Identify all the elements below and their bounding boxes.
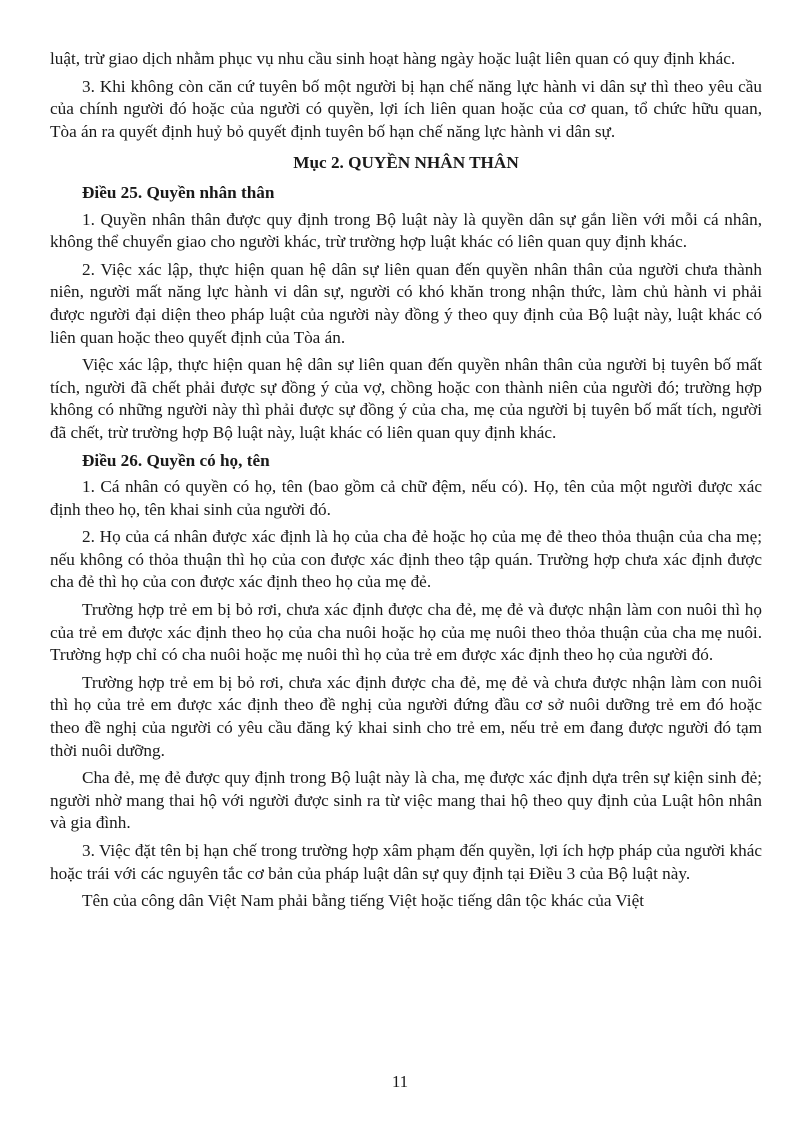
paragraph: 1. Cá nhân có quyền có họ, tên (bao gồm cả chữ đệm, nếu có). Họ, tên của một người được xác định theo họ, tên khai sinh của người đó.: [50, 477, 762, 519]
paragraph: Cha đẻ, mẹ đẻ được quy định trong Bộ luật này là cha, mẹ được xác định dựa trên sự kiện sinh đẻ; người nhờ mang thai hộ với người được sinh ra từ việc mang thai hộ theo quy định của Luật hôn nhân và gia đình.: [50, 768, 762, 833]
paragraph: Trường hợp trẻ em bị bỏ rơi, chưa xác định được cha đẻ, mẹ đẻ và chưa được nhận làm con nuôi thì họ của trẻ em được xác định theo đề nghị của người đứng đầu cơ sở nuôi dưỡng trẻ em đó hoặc theo đề nghị của người có yêu cầu đăng ký khai sinh cho trẻ em, nếu trẻ em đang được người đó tạm thời nuôi dưỡng.: [50, 672, 762, 760]
paragraph: 3. Khi không còn căn cứ tuyên bố một người bị hạn chế năng lực hành vi dân sự thì theo yêu cầu của chính người đó hoặc của người có quyền, lợi ích liên quan hoặc của cơ quan, tổ chức hữu quan, Tòa án ra quyết định huỷ bỏ quyết định tuyên bố hạn chế năng lực hành vi dân sự.: [50, 76, 762, 141]
paragraph: 1. Quyền nhân thân được quy định trong Bộ luật này là quyền dân sự gắn liền với mỗi cá nhân, không thể chuyển giao cho người khác, trừ trường hợp luật khác có liên quan quy định khác.: [50, 209, 762, 252]
paragraph: Tên của công dân Việt Nam phải bằng tiếng Việt hoặc tiếng dân tộc khác của Việt: [82, 891, 644, 911]
paragraph: Việc xác lập, thực hiện quan hệ dân sự liên quan đến quyền nhân thân của người bị tuyên bố mất tích, người đã chết phải được sự đồng ý của vợ, chồng hoặc con thành niên của người đó; trường hợp không có những người này thì phải được sự đồng ý của cha, mẹ của người bị tuyên bố mất tích, người đã chết, trừ trường hợp Bộ luật này, luật khác có liên quan quy định khác.: [50, 355, 762, 442]
paragraph: Trường hợp trẻ em bị bỏ rơi, chưa xác định được cha đẻ, mẹ đẻ và được nhận làm con nuôi thì họ của trẻ em được xác định theo họ của cha nuôi hoặc họ của mẹ nuôi theo thỏa thuận của cha mẹ nuôi. Trường hợp chỉ có cha nuôi hoặc mẹ nuôi thì họ của trẻ em được xác định theo họ của người đó.: [50, 600, 762, 665]
page-number: 11: [391, 1072, 409, 1091]
article-heading: Điều 26. Quyền có họ, tên: [82, 450, 270, 470]
article-heading: Điều 25. Quyền nhân thân: [82, 182, 275, 202]
paragraph: 2. Việc xác lập, thực hiện quan hệ dân sự liên quan đến quyền nhân thân của người chưa thành niên, người mất năng lực hành vi dân sự, người có khó khăn trong nhận thức, làm chủ hành vi phải được người đại diện theo pháp luật của người này đồng ý theo quy định của Bộ luật này, luật khác có liên quan hoặc theo quyết định của Tòa án.: [50, 259, 762, 347]
document-page: [50, 48, 762, 918]
section-heading: Mục 2. QUYỀN NHÂN THÂN: [293, 153, 519, 173]
paragraph: luật, trừ giao dịch nhằm phục vụ nhu cầu sinh hoạt hàng ngày hoặc luật liên quan có quy định khác.: [50, 49, 736, 68]
paragraph: 3. Việc đặt tên bị hạn chế trong trường hợp xâm phạm đến quyền, lợi ích hợp pháp của người khác hoặc trái với các nguyên tắc cơ bản của pháp luật dân sự quy định tại Điều 3 của Bộ luật này.: [50, 841, 762, 883]
paragraph: 2. Họ của cá nhân được xác định là họ của cha đẻ hoặc họ của mẹ đẻ theo thỏa thuận của cha mẹ; nếu không có thỏa thuận thì họ của con được xác định theo tập quán. Trường hợp chưa xác định được cha đẻ thì họ của con được xác định theo họ của mẹ đẻ.: [50, 527, 762, 592]
